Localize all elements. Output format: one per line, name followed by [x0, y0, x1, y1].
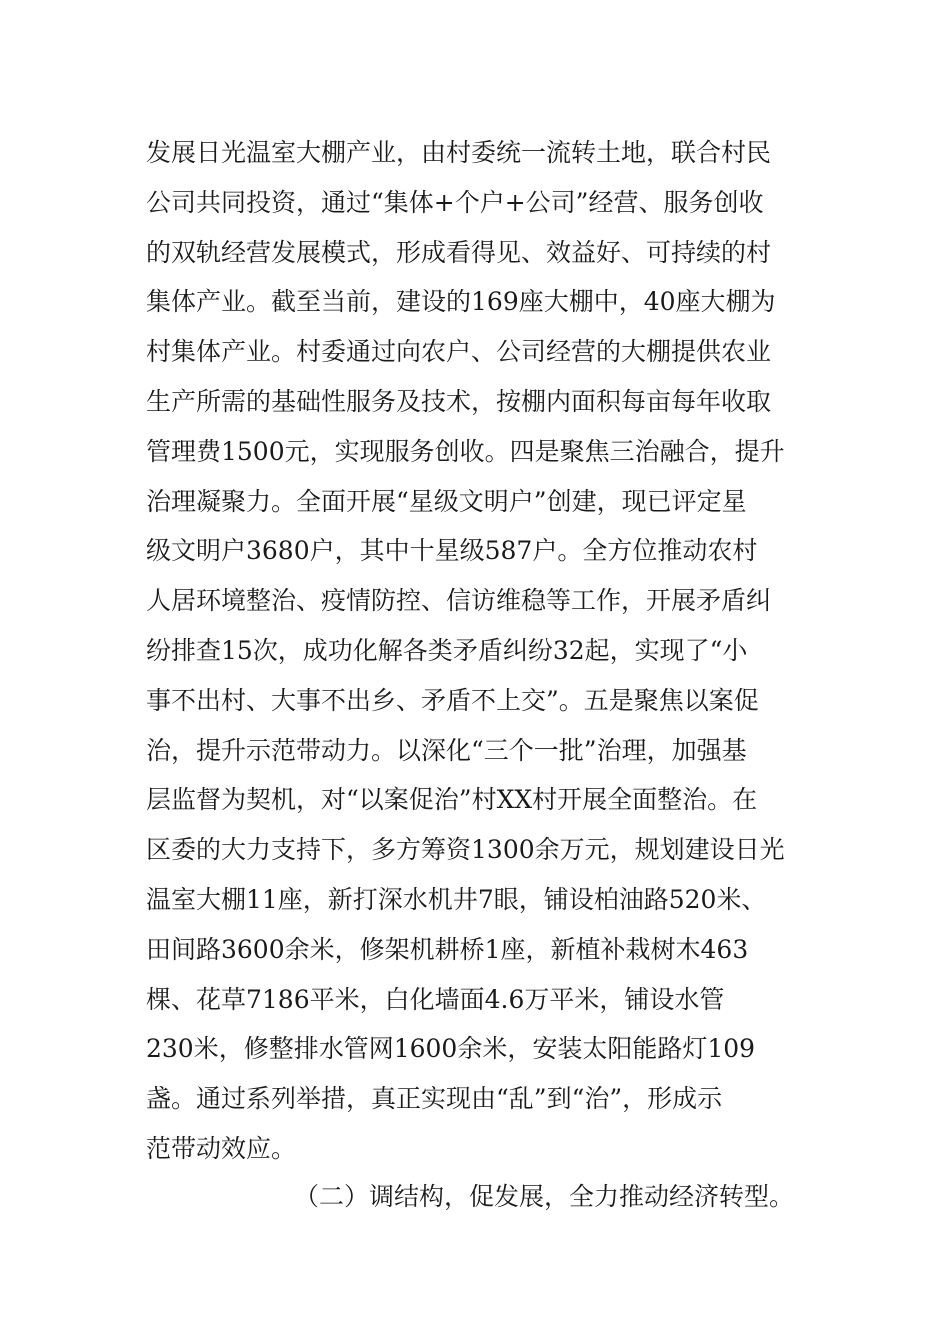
text-line-15: 区委的大力支持下，多方筹资1300余万元，规划建设日光: [146, 835, 785, 865]
text-line-8: 治理凝聚力。全面开展“星级文明户”创建，现已评定星: [146, 486, 747, 516]
body-paragraph: [146, 128, 826, 1174]
text-line-10: 人居环境整治、疫情防控、信访维稳等工作，开展矛盾纠: [146, 586, 772, 616]
text-line-7: 管理费1500元，实现服务创收。四是聚焦三治融合，提升: [146, 436, 785, 466]
text-line-13: 治，提升示范带动力。以深化“三个一批”治理，加强基: [146, 735, 747, 765]
text-line-17: 田间路3600余米，修架机耕桥1座，新植补栽树木463: [146, 934, 749, 964]
text-line-9: 级文明户3680户，其中十星级587户。全方位推动农村: [146, 536, 758, 566]
text-line-5: 村集体产业。村委通过向农户、公司经营的大棚提供农业: [146, 337, 772, 367]
text-line-20: 盏。通过系列举措，真正实现由“乱”到“治”，形成示: [146, 1084, 723, 1114]
text-line-3: 的双轨经营发展模式，形成看得见、效益好、可持续的村: [146, 237, 772, 267]
text-line-16: 温室大棚11座，新打深水机井7眼，铺设柏油路520米、: [146, 884, 767, 914]
text-line-4: 集体产业。截至当前，建设的169座大棚中，40座大棚为: [146, 287, 776, 317]
text-line-12: 事不出村、大事不出乡、矛盾不上交”。五是聚焦以案促: [146, 685, 759, 715]
text-line-6: 生产所需的基础性服务及技术，按棚内面积每亩每年收取: [146, 386, 772, 416]
text-line-19: 230米，修整排水管网1600余米，安装太阳能路灯109: [146, 1034, 756, 1064]
text-line-11: 纷排查15次，成功化解各类矛盾纠纷32起，实现了“小: [146, 635, 748, 665]
text-line-21: 范带动效应。: [146, 1133, 297, 1163]
text-line-18: 棵、花草7186平米，白化墙面4.6万平米，铺设水管: [146, 984, 725, 1014]
section-heading: （二）调结构，促发展，全力推动经济转型。: [294, 1182, 795, 1211]
text-line-1: 发展日光温室大棚产业，由村委统一流转土地，联合村民: [146, 138, 772, 167]
text-line-2: 公司共同投资，通过“集体+个户+公司”经营、服务创收: [146, 187, 764, 217]
text-line-14: 层监督为契机，对“以案促治”村XX村开展全面整治。在: [146, 785, 758, 815]
